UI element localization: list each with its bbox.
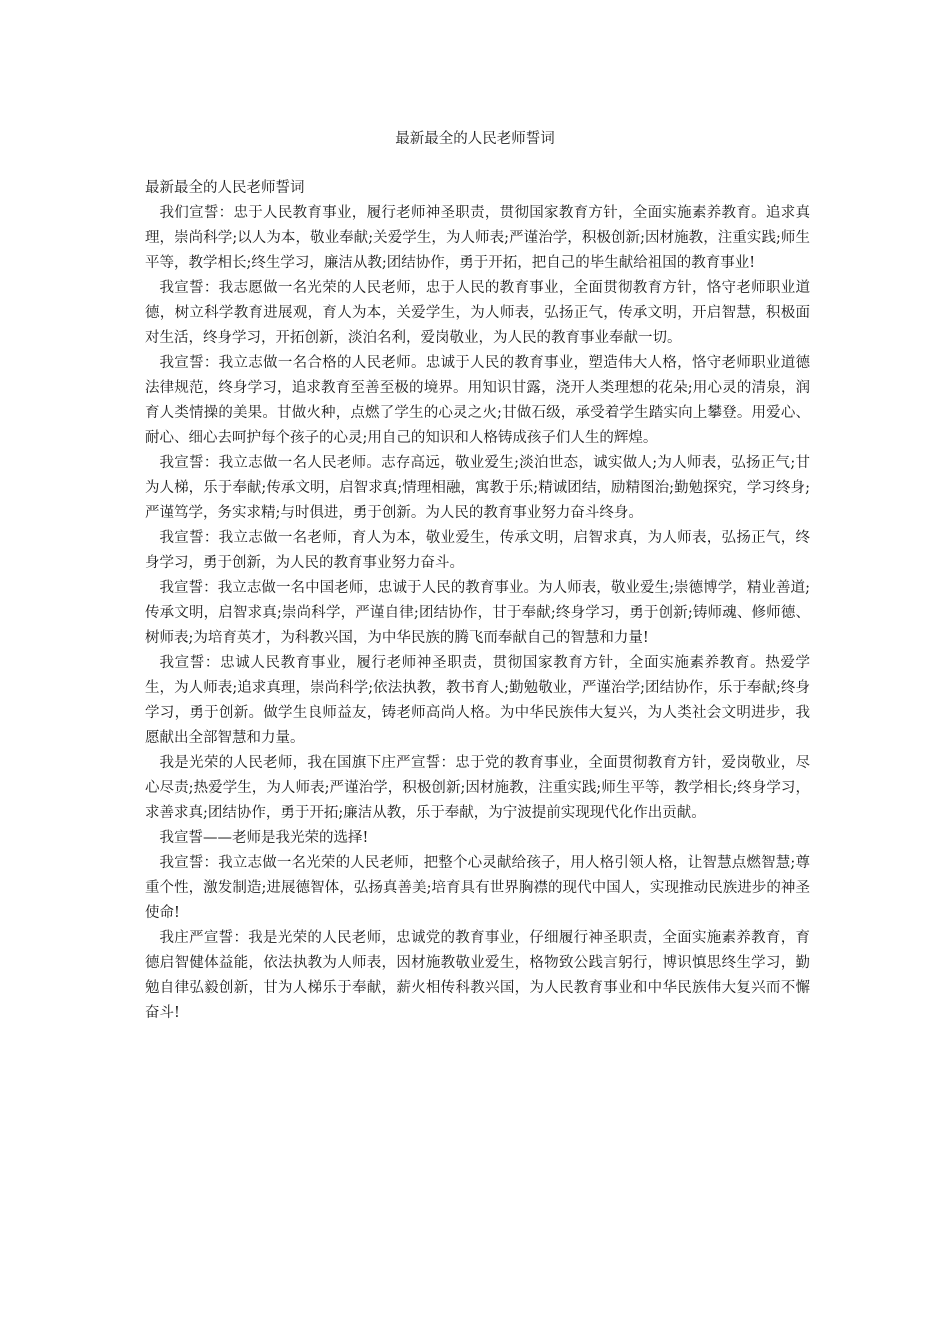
oath-paragraph: 我宣誓：我立志做一名人民老师。志存高远，敬业爱生;淡泊世态，诚实做人;为人师表，弘扬正气;甘为人梯，乐于奉献;传承文明，启智求真;情理相融，寓教于乐;精诚团结，励精图治;勤勉探究，学习终身;严谨笃学，务实求精;与时俱进，勇于创新。为人民的教育事业努力奋斗终身。	[145, 455, 810, 521]
oath-paragraph: 我宣誓——老师是我光荣的选择!	[159, 830, 369, 846]
oath-paragraph: 我宣誓：我立志做一名老师，育人为本，敬业爱生，传承文明，启智求真，为人师表，弘扬正气，终身学习，勇于创新，为人民的教育事业努力奋斗。	[145, 530, 810, 571]
oath-paragraph: 我们宣誓：忠于人民教育事业，履行老师神圣职责，贯彻国家教育方针，全面实施素养教育。追求真理，崇尚科学;以人为本，敬业奉献;关爱学生，为人师表;严谨治学，积极创新;因材施教，注重实践;师生平等，教学相长;终生学习，廉洁从教;团结协作，勇于开拓，把自己的毕生献给祖国的教育事业!	[145, 205, 810, 271]
oath-paragraph: 我宣誓：忠诚人民教育事业，履行老师神圣职责，贯彻国家教育方针，全面实施素养教育。热爱学生，为人师表;追求真理，崇尚科学;依法执教，教书育人;勤勉敬业，严谨治学;团结协作，乐于奉献;终身学习，勇于创新。做学生良师益友，铸老师高尚人格。为中华民族伟大复兴，为人类社会文明进步，我愿献出全部智慧和力量。	[145, 655, 810, 746]
document-body	[145, 176, 810, 1026]
oath-paragraph: 我庄严宣誓：我是光荣的人民老师，忠诚党的教育事业，仔细履行神圣职责，全面实施素养教育，育德启智健体益能，依法执教为人师表，因材施教敬业爱生，格物致公践言躬行，博识慎思终生学习，勤勉自律弘毅创新，甘为人梯乐于奉献，薪火相传科教兴国，为人民教育事业和中华民族伟大复兴而不懈奋斗!	[145, 930, 810, 1021]
oath-paragraph: 我宣誓：我立志做一名合格的人民老师。忠诚于人民的教育事业，塑造伟大人格，恪守老师职业道德法律规范，终身学习，追求教育至善至极的境界。用知识甘露，浇开人类理想的花朵;用心灵的清泉，润育人类情操的美果。甘做火种，点燃了学生的心灵之火;甘做石级，承受着学生踏实向上攀登。用爱心、耐心、细心去呵护每个孩子的心灵;用自己的知识和人格铸成孩子们人生的辉煌。	[145, 355, 810, 446]
oath-paragraph: 我宣誓：我志愿做一名光荣的人民老师，忠于人民的教育事业，全面贯彻教育方针，恪守老师职业道德，树立科学教育进展观，育人为本，关爱学生，为人师表，弘扬正气，传承文明，开启智慧，积极面对生活，终身学习，开拓创新，淡泊名利，爱岗敬业，为人民的教育事业奉献一切。	[145, 280, 810, 346]
oath-paragraph: 我宣誓：我立志做一名光荣的人民老师，把整个心灵献给孩子，用人格引领人格，让智慧点燃智慧;尊重个性，激发制造;进展德智体，弘扬真善美;培育具有世界胸襟的现代中国人，实现推动民族进步的神圣使命!	[145, 855, 810, 921]
document-subtitle: 最新最全的人民老师誓词	[145, 180, 305, 196]
oath-paragraph: 我是光荣的人民老师，我在国旗下庄严宣誓：忠于党的教育事业，全面贯彻教育方针，爱岗敬业，尽心尽责;热爱学生，为人师表;严谨治学，积极创新;因材施教，注重实践;师生平等，教学相长;终身学习，求善求真;团结协作，勇于开拓;廉洁从教，乐于奉献，为宁波提前实现现代化作出贡献。	[145, 755, 810, 821]
oath-paragraph: 我宣誓：我立志做一名中国老师，忠诚于人民的教育事业。为人师表，敬业爱生;崇德博学，精业善道;传承文明，启智求真;崇尚科学，严谨自律;团结协作，甘于奉献;终身学习，勇于创新;铸师魂、修师德、树师表;为培育英才，为科教兴国，为中华民族的腾飞而奉献自己的智慧和力量!	[145, 580, 810, 646]
document-title: 最新最全的人民老师誓词	[395, 131, 555, 147]
